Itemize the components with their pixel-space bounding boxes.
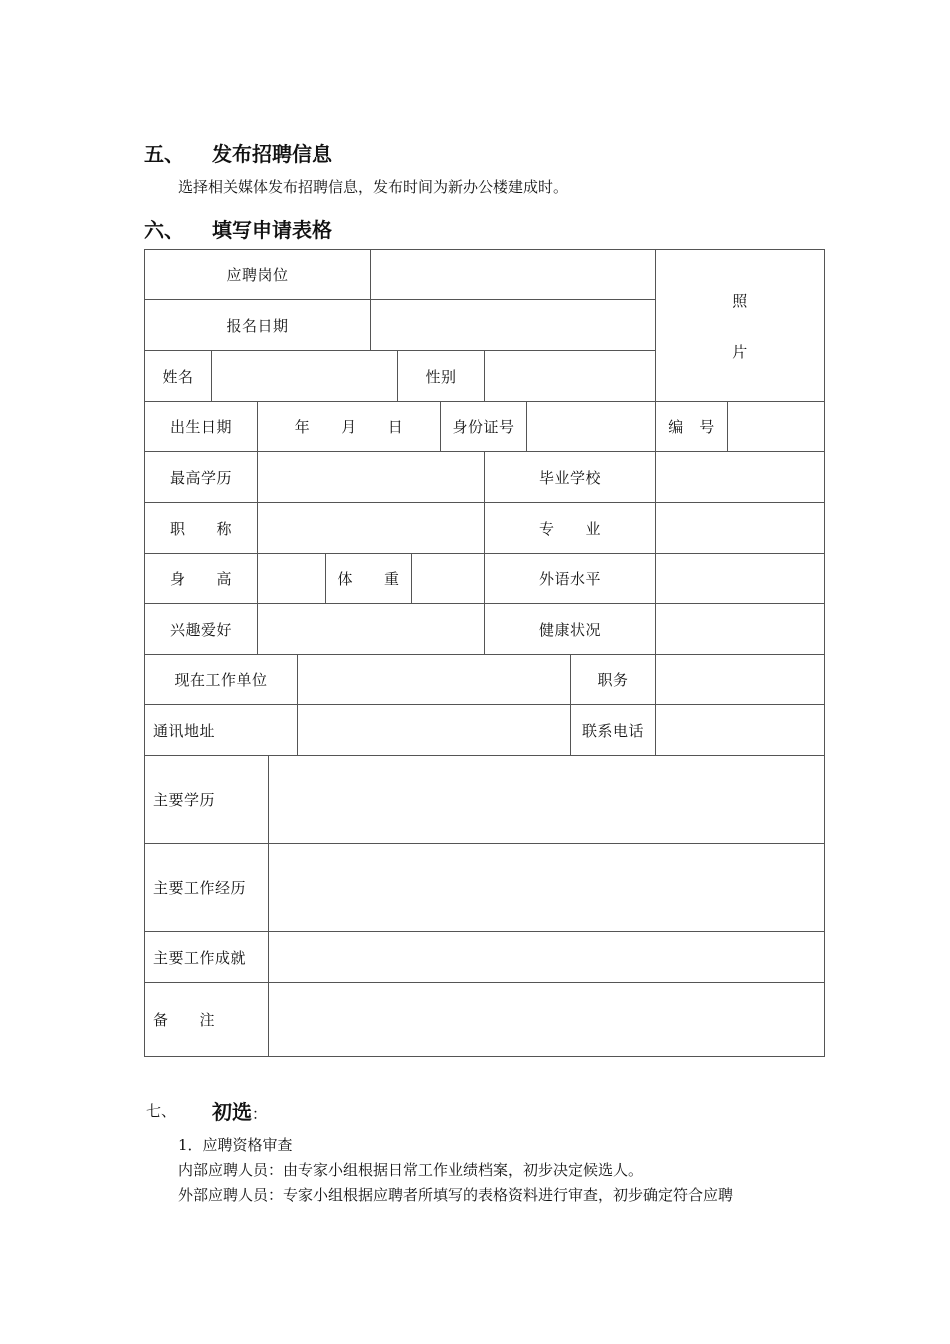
education-label: 最高学历 (144, 451, 258, 503)
achievements-field[interactable] (268, 931, 825, 983)
hobby-field[interactable] (257, 603, 485, 655)
section7-line1: 内部应聘人员：由专家小组根据日常工作业绩档案，初步决定候选人。 (178, 1161, 644, 1179)
employer-label: 现在工作单位 (144, 654, 298, 705)
section7-colon: ： (252, 1105, 268, 1123)
height-field[interactable] (257, 553, 326, 604)
duty-field[interactable] (655, 654, 825, 705)
apply-date-label: 报名日期 (144, 299, 371, 351)
section6-number: 六、 (144, 218, 184, 242)
phone-field[interactable] (655, 704, 825, 756)
employer-field[interactable] (297, 654, 571, 705)
section5-body: 选择相关媒体发布招聘信息，发布时间为新办公楼建成时。 (178, 178, 569, 196)
health-label: 健康状况 (484, 603, 656, 655)
section7-number: 七、 (146, 1102, 177, 1120)
remarks-label: 备 注 (144, 982, 269, 1057)
education-field[interactable] (257, 451, 485, 503)
health-field[interactable] (655, 603, 825, 655)
section5-number: 五、 (144, 142, 184, 166)
apply-date-field[interactable] (370, 299, 656, 351)
edu-history-label: 主要学历 (144, 755, 269, 844)
name-label: 姓名 (144, 350, 212, 402)
phone-label: 联系电话 (570, 704, 656, 756)
hobby-label: 兴趣爱好 (144, 603, 258, 655)
major-field[interactable] (655, 502, 825, 554)
achievements-label: 主要工作成就 (144, 931, 269, 983)
title-field[interactable] (257, 502, 485, 554)
name-field[interactable] (211, 350, 398, 402)
major-label: 专 业 (484, 502, 656, 554)
section6-title: 填写申请表格 (212, 218, 332, 242)
serial-no-field[interactable] (727, 401, 825, 452)
weight-label: 体 重 (325, 553, 412, 604)
section7-heading (212, 1096, 267, 1125)
section7-title: 初选 (212, 1100, 252, 1124)
language-label: 外语水平 (484, 553, 656, 604)
weight-field[interactable] (411, 553, 485, 604)
position-label: 应聘岗位 (144, 249, 371, 300)
work-history-field[interactable] (268, 843, 825, 932)
serial-no-label: 编 号 (655, 401, 728, 452)
language-field[interactable] (655, 553, 825, 604)
id-number-field[interactable] (526, 401, 656, 452)
photo-box[interactable] (655, 249, 825, 402)
birth-date-label: 出生日期 (144, 401, 258, 452)
height-label: 身 高 (144, 553, 258, 604)
school-field[interactable] (655, 451, 825, 503)
work-history-label: 主要工作经历 (144, 843, 269, 932)
gender-label: 性别 (397, 350, 485, 402)
section7-item1: 1．应聘资格审查 (178, 1136, 293, 1154)
birth-date-field[interactable]: 年 月 日 (257, 401, 441, 452)
address-label: 通讯地址 (144, 704, 298, 756)
photo-label-1: 照 (732, 291, 748, 310)
duty-label: 职务 (570, 654, 656, 705)
photo-label-2: 片 (732, 342, 748, 361)
section5-title: 发布招聘信息 (212, 142, 332, 166)
edu-history-field[interactable] (268, 755, 825, 844)
remarks-field[interactable] (268, 982, 825, 1057)
title-label: 职 称 (144, 502, 258, 554)
gender-field[interactable] (484, 350, 656, 402)
address-field[interactable] (297, 704, 571, 756)
school-label: 毕业学校 (484, 451, 656, 503)
section7-line2: 外部应聘人员：专家小组根据应聘者所填写的表格资料进行审查，初步确定符合应聘 (178, 1186, 734, 1204)
position-field[interactable] (370, 249, 656, 300)
id-number-label: 身份证号 (440, 401, 527, 452)
